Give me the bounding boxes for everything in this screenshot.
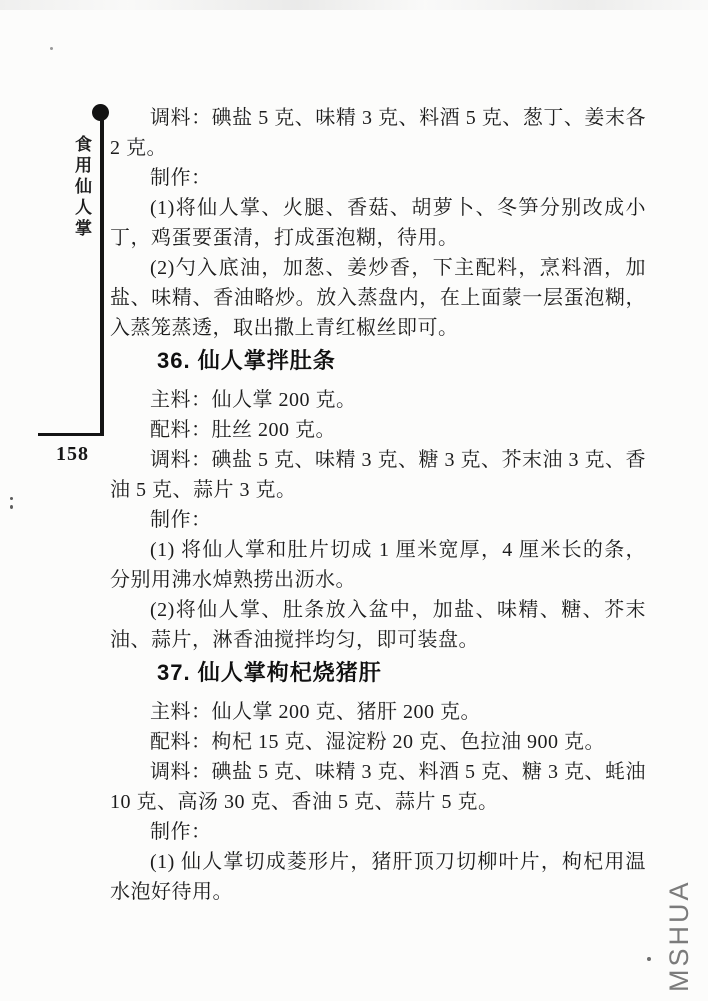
page-number: 158: [56, 443, 89, 465]
recipe35-step-2: (2)勺入底油，加葱、姜炒香，下主配料，烹料酒，加盐、味精、香油略炒。放入蒸盘内，在上面蒙一层蛋泡糊，入蒸笼蒸透，取出撒上青红椒丝即可。: [110, 257, 646, 339]
watermark-text: MSHUA: [664, 879, 694, 992]
recipe36-seasoning: 调料：碘盐 5 克、味精 3 克、糖 3 克、芥末油 3 克、香油 5 克、蒜片 3 克。: [110, 449, 646, 501]
scan-speck: [647, 957, 651, 961]
recipe36-prep-label: 制作：: [150, 509, 212, 531]
recipe36-heading: 36. 仙人掌拌肚条: [157, 348, 336, 373]
sidebar-horizontal-rule: [38, 433, 104, 436]
recipe36-step-2: (2)将仙人掌、肚条放入盆中，加盐、味精、糖、芥末油、蒜片，淋香油搅拌均匀，即可装盘。: [110, 599, 646, 651]
scan-noise-strip: [0, 0, 708, 10]
recipe35-step-1: (1)将仙人掌、火腿、香菇、胡萝卜、冬笋分别改成小丁，鸡蛋要蛋清，打成蛋泡糊，待用。: [110, 197, 646, 249]
recipe36-main-ingredients: 主料：仙人掌 200 克。: [150, 389, 357, 411]
main-text-column: [110, 103, 646, 907]
sidebar-vertical-rule: [100, 118, 104, 436]
scan-speck: [50, 47, 53, 50]
scan-speck: [10, 505, 13, 509]
recipe37-prep-label: 制作：: [150, 821, 212, 843]
recipe36-step-1: (1) 将仙人掌和肚片切成 1 厘米宽厚，4 厘米长的条，分别用沸水焯熟捞出沥水。: [110, 539, 646, 591]
recipe37-aux-ingredients: 配料：枸杞 15 克、湿淀粉 20 克、色拉油 900 克。: [150, 731, 605, 753]
recipe37-main-ingredients: 主料：仙人掌 200 克、猪肝 200 克。: [150, 701, 481, 723]
recipe37-heading: 37. 仙人掌枸杞烧猪肝: [157, 660, 382, 685]
book-title-vertical: 食用仙人掌: [72, 135, 91, 240]
recipe35-seasoning: 调料：碘盐 5 克、味精 3 克、料酒 5 克、葱丁、姜末各 2 克。: [110, 107, 646, 159]
recipe35-prep-label: 制作：: [150, 167, 212, 189]
recipe37-seasoning: 调料：碘盐 5 克、味精 3 克、料酒 5 克、糖 3 克、蚝油 10 克、高汤 30 克、香油 5 克、蒜片 5 克。: [110, 761, 646, 813]
recipe36-aux-ingredients: 配料：肚丝 200 克。: [150, 419, 336, 441]
recipe37-step-1: (1) 仙人掌切成菱形片，猪肝顶刀切柳叶片，枸杞用温水泡好待用。: [110, 851, 646, 903]
scan-speck: [10, 497, 13, 500]
